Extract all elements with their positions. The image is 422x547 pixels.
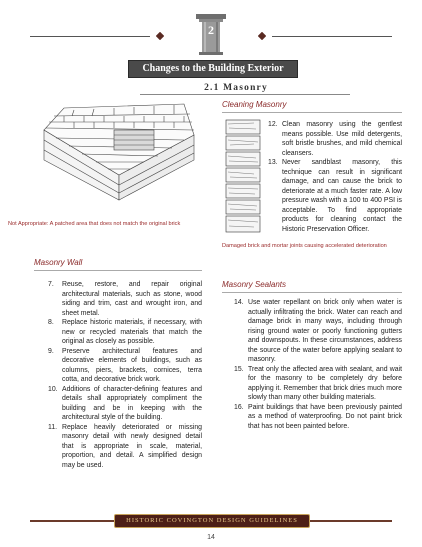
ornament-dot-left — [156, 32, 164, 40]
page-number: 14 — [207, 534, 215, 541]
list-item-number: 9. — [48, 347, 54, 355]
list-item — [268, 120, 402, 158]
masonry-wall-rule — [34, 270, 202, 271]
list-item — [48, 385, 202, 423]
masonry-sealants-list — [234, 298, 402, 431]
masonry-wall-list — [48, 280, 202, 470]
list-item-number: 10. — [48, 385, 58, 393]
damaged-brick-illustration — [224, 118, 262, 236]
list-item-text: Clean masonry using the gentlest means possible. Use mild detergents, soft bristle brushes, and mild chemical cleansers. — [282, 121, 402, 157]
list-item — [234, 365, 402, 403]
list-item-text: Additions of character-defining features and details shall appropriately compliment the building and be in keeping with the architectural style of the building. — [62, 385, 202, 421]
list-item — [234, 403, 402, 432]
list-item-text: Replace heavily deteriorated or missing masonry detail with newly designed detail that is appropriate in scale, material, proportion, and detail. A simplified design may be used. — [62, 423, 202, 469]
right-image-caption: Damaged brick and mortar joints causing accelerated deterioration — [222, 243, 387, 249]
chapter-banner: Changes to the Building Exterior — [128, 60, 298, 78]
cleaning-masonry-heading: Cleaning Masonry — [222, 100, 287, 109]
list-item — [268, 158, 402, 234]
list-item — [48, 347, 202, 385]
list-item — [48, 423, 202, 471]
list-item-number: 11. — [48, 423, 58, 431]
left-image-caption: Not Appropriate: A patched area that does not match the original brick — [8, 221, 181, 227]
list-item-text: Preserve architectural features and decorative elements of buildings, such as columns, piers, brackets, cornices, terra cotta, and decorative brick work. — [62, 347, 202, 383]
list-item-number: 12. — [268, 121, 278, 128]
list-item-text: Replace historic materials, if necessary, with new or recycled materials that match the original as closely as possible. — [62, 319, 202, 345]
brick-wall-patch-illustration — [34, 100, 204, 210]
chapter-number: 2 — [208, 23, 214, 37]
list-item-number: 15. — [234, 365, 244, 373]
list-item-text: Paint buildings that have been previously painted as a method of waterproofing. Do not paint brick that has not been painted before. — [248, 403, 402, 430]
masonry-wall-heading: Masonry Wall — [34, 258, 83, 267]
masonry-sealants-heading: Masonry Sealants — [222, 280, 287, 289]
section-rule — [140, 94, 350, 95]
section-title: 2.1 Masonry — [204, 83, 268, 93]
cleaning-masonry-list — [268, 120, 402, 234]
list-item-text: Use water repellant on brick only when water is actually infiltrating the brick. Water can reach and damage brick in many ways, including through rising ground water or poorly functioning gutters and downspouts. In these circumstances, address the source of the water before applying sealant to masonry. — [248, 299, 402, 363]
list-item-number: 7. — [48, 281, 54, 288]
list-item-number: 14. — [234, 299, 244, 306]
list-item-text: Reuse, restore, and repair original architectural materials, such as stone, wood siding and trim, cast and wrought iron, and sheet metal. — [62, 281, 202, 317]
list-item — [234, 298, 402, 365]
header-rule-left — [30, 36, 150, 37]
footer-banner: HISTORIC COVINGTON DESIGN GUIDELINES — [114, 514, 310, 528]
list-item-number: 13. — [268, 159, 278, 166]
masonry-sealants-rule — [222, 292, 402, 293]
header-rule-right — [272, 36, 392, 37]
cleaning-masonry-rule — [222, 112, 402, 113]
list-item — [48, 280, 202, 318]
list-item-number: 16. — [234, 403, 244, 411]
ornament-dot-right — [258, 32, 266, 40]
list-item-number: 8. — [48, 319, 54, 326]
list-item-text: Treat only the affected area with sealant, and wait for the masonry to be completely dry before applying it. Remember that brick dries much more slowly than many other building materials. — [248, 365, 402, 401]
list-item — [48, 318, 202, 347]
list-item-text: Never sandblast masonry, this technique can result in significant damage, and can cause the brick to deteriorate at a much faster rate. A low pressure wash with a 100 to 400 PSI is acceptable. To find appropriate products for cleaning contact the Historic Preservation Officer. — [282, 159, 402, 233]
